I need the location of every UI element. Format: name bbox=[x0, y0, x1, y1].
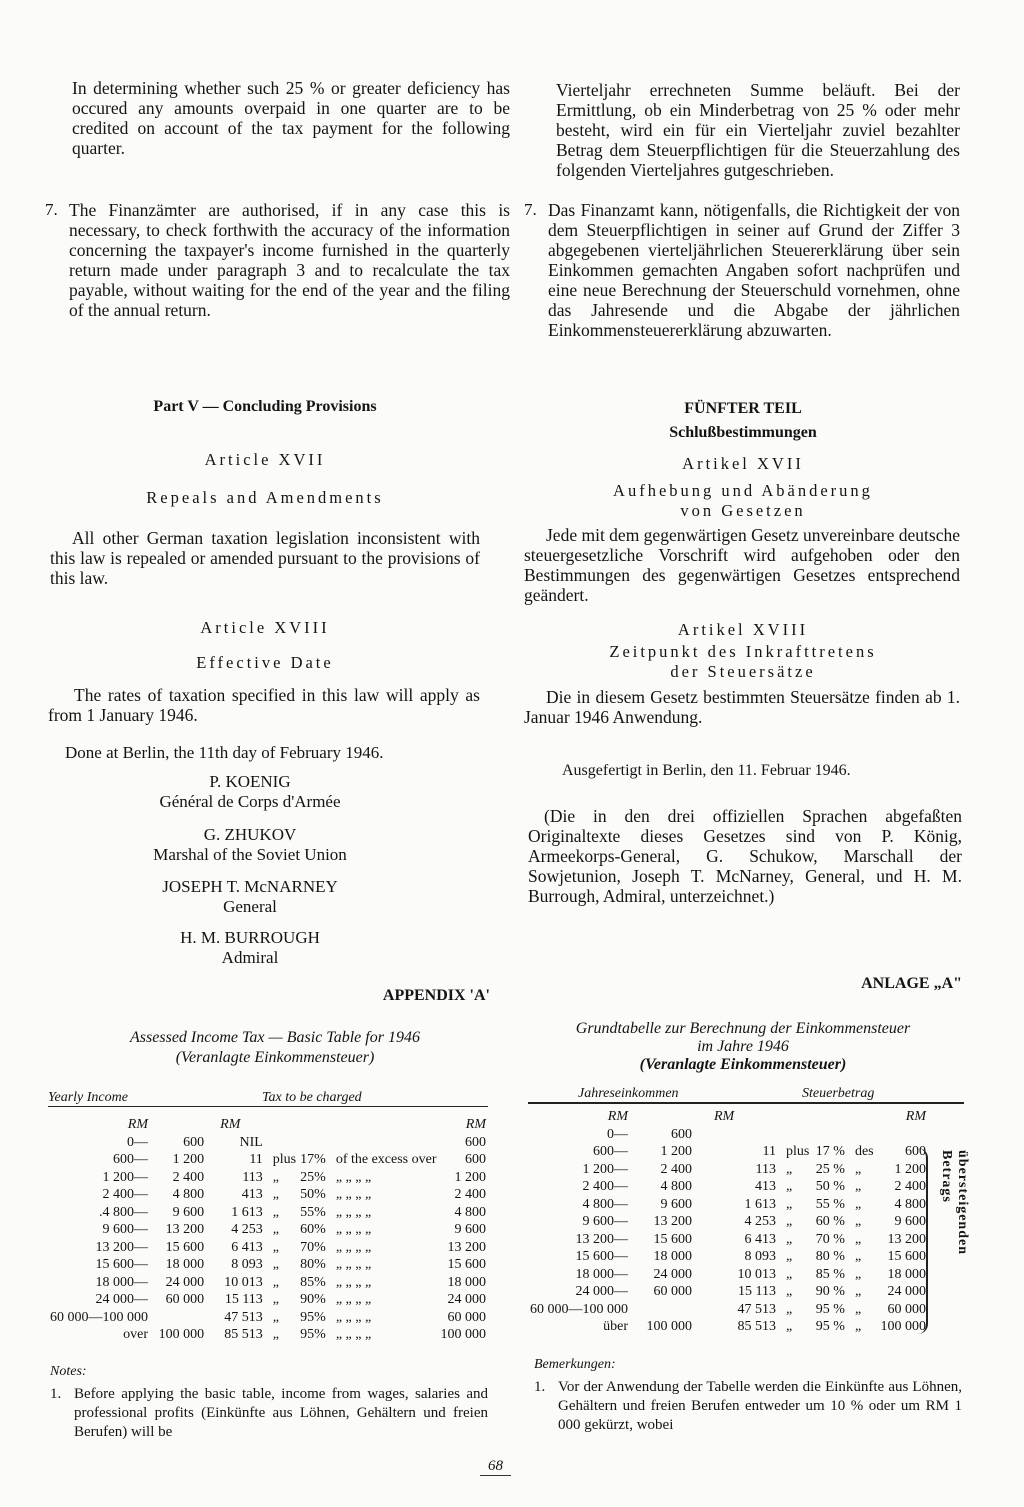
excess-over-cell: 24 000 bbox=[887, 1284, 926, 1299]
plus-cell: „ bbox=[786, 1301, 793, 1317]
income-from-cell: 0— bbox=[607, 1126, 628, 1142]
base-tax-cell: 11 bbox=[762, 1144, 776, 1159]
signatory-koenig bbox=[100, 772, 400, 812]
income-to-cell: 15 600 bbox=[165, 1239, 205, 1255]
part-v-title: Part V — Concluding Provisions bbox=[153, 398, 377, 415]
text-cell: „ „ „ „ bbox=[335, 1169, 372, 1185]
excess-over-cell: 60 000 bbox=[887, 1301, 926, 1317]
base-tax-cell: 8 093 bbox=[231, 1257, 263, 1272]
tax-table-body bbox=[528, 1126, 928, 1336]
income-from-cell: 4 800— bbox=[582, 1196, 628, 1212]
base-tax-cell bbox=[694, 1126, 778, 1144]
text-cell bbox=[328, 1134, 439, 1152]
income-to-cell: 9 600 bbox=[660, 1196, 692, 1212]
plus-cell: „ bbox=[786, 1161, 793, 1177]
base-tax-cell: 85 513 bbox=[737, 1319, 776, 1334]
plus-cell: „ bbox=[786, 1284, 793, 1299]
income-to-cell: 18 000 bbox=[165, 1257, 205, 1272]
signatory-name: P. KOENIG bbox=[209, 772, 291, 791]
income-from-cell: 18 000— bbox=[575, 1266, 628, 1282]
table-row bbox=[528, 1213, 928, 1231]
income-to-cell: 2 400 bbox=[660, 1161, 692, 1177]
table-row bbox=[48, 1151, 488, 1169]
text-cell: „ bbox=[854, 1214, 862, 1229]
income-to-cell bbox=[150, 1309, 206, 1327]
rate-cell: 70% bbox=[300, 1239, 326, 1255]
plus-cell: „ bbox=[786, 1266, 793, 1282]
signatory-title: General bbox=[223, 897, 277, 916]
item-number: 7. bbox=[524, 200, 537, 219]
base-tax-cell: 47 513 bbox=[737, 1301, 776, 1317]
base-tax-cell: 15 113 bbox=[738, 1284, 776, 1299]
signatory-burrough bbox=[100, 928, 400, 968]
table-row bbox=[528, 1248, 928, 1266]
item-number: 7. bbox=[45, 200, 58, 219]
rate-cell: 25 % bbox=[815, 1161, 845, 1177]
signatory-mcnarney bbox=[100, 877, 400, 917]
income-from-cell: 24 000— bbox=[575, 1284, 628, 1299]
income-to-cell: 15 600 bbox=[653, 1231, 692, 1247]
rate-cell bbox=[813, 1126, 847, 1144]
article-17-text: All other German taxation legislation inconsistent with this law is repealed or amended pursuant to the provisions of this law. bbox=[50, 528, 480, 588]
plus-cell: „ bbox=[272, 1204, 280, 1220]
note-text: Before applying the basic table, income from wages, salaries and professional profits (Einkünfte aus Löhnen, Gehältern und freien Berufen) will be bbox=[74, 1386, 488, 1440]
right-item-7 bbox=[524, 200, 960, 340]
income-from-cell: 2 400— bbox=[102, 1187, 148, 1202]
text-cell: „ bbox=[854, 1284, 862, 1299]
table-row bbox=[528, 1266, 928, 1284]
excess-over-cell: 15 600 bbox=[447, 1257, 486, 1272]
rate-cell: 60% bbox=[300, 1222, 326, 1237]
excess-over-cell: 24 000 bbox=[447, 1292, 486, 1307]
text-cell: „ bbox=[854, 1179, 862, 1194]
note-1 bbox=[50, 1385, 488, 1442]
table-row bbox=[48, 1186, 488, 1204]
base-tax-cell: 6 413 bbox=[744, 1231, 776, 1247]
table-row bbox=[48, 1291, 488, 1309]
income-to-cell: 1 200 bbox=[660, 1144, 692, 1159]
income-to-cell: 24 000 bbox=[165, 1274, 205, 1290]
excess-over-cell: 13 200 bbox=[447, 1239, 486, 1255]
excess-over-cell: 100 000 bbox=[880, 1319, 926, 1334]
table-title: Grundtabelle zur Berechnung der Einkommensteuer im Jahre 1946 (Veranlagte Einkommensteuer) bbox=[575, 1020, 911, 1073]
column-header-tax: Steuerbetrag bbox=[802, 1086, 875, 1101]
plus-cell: „ bbox=[272, 1239, 280, 1255]
left-para-6-continuation: In determining whether such 25 % or greater deficiency has occured any amounts overpaid in one quarter are to be credited on account of the tax payment for the following quarter. bbox=[72, 78, 510, 158]
base-tax-cell: 113 bbox=[242, 1169, 263, 1185]
rate-cell: 60 % bbox=[815, 1214, 845, 1229]
signatory-name: JOSEPH T. McNARNEY bbox=[162, 877, 338, 896]
income-from-cell: 13 200— bbox=[95, 1239, 148, 1255]
signatory-title: Admiral bbox=[221, 948, 279, 967]
table-row bbox=[48, 1221, 488, 1239]
income-from-cell: .4 800— bbox=[99, 1204, 148, 1220]
table-row bbox=[48, 1239, 488, 1257]
excess-over-cell: 600 bbox=[465, 1134, 486, 1150]
note-text: Vor der Anwendung der Tabelle werden die Einkünfte aus Löhnen, Gehältern und freien Berufen entweder um 10 % oder um RM 1 000 gekürzt, wobei bbox=[558, 1379, 962, 1433]
income-from-cell: 1 200— bbox=[582, 1161, 628, 1177]
rate-cell bbox=[298, 1134, 328, 1152]
income-from-cell: 15 600— bbox=[575, 1249, 628, 1264]
rate-cell: 95 % bbox=[815, 1319, 845, 1334]
tax-table-left bbox=[48, 1116, 488, 1344]
appendix-title: ANLAGE „A" bbox=[861, 975, 962, 992]
artikel-18-subtitle: Zeitpunkt des Inkrafttretens der Steuersätze bbox=[609, 642, 877, 681]
table-row bbox=[528, 1196, 928, 1214]
income-from-cell: 9 600— bbox=[582, 1214, 628, 1229]
rate-cell: 55 % bbox=[815, 1196, 845, 1212]
base-tax-cell: 113 bbox=[755, 1161, 776, 1177]
table-row bbox=[48, 1134, 488, 1152]
rate-cell: 55% bbox=[300, 1204, 326, 1220]
income-from-cell: 18 000— bbox=[95, 1274, 148, 1290]
plus-cell: „ bbox=[272, 1257, 280, 1272]
plus-cell: „ bbox=[272, 1187, 280, 1202]
base-tax-cell: 413 bbox=[241, 1187, 263, 1202]
income-to-cell: 100 000 bbox=[158, 1327, 205, 1342]
note-number: 1. bbox=[50, 1386, 62, 1402]
base-tax-cell: 85 513 bbox=[224, 1327, 263, 1342]
text-cell: „ „ „ „ bbox=[335, 1274, 372, 1290]
table-row bbox=[48, 1169, 488, 1187]
plus-cell: „ bbox=[272, 1274, 280, 1290]
artikel-17-title: Artikel XVII bbox=[682, 454, 804, 473]
text-cell: „ bbox=[854, 1249, 862, 1264]
notes-title: Bemerkungen: bbox=[534, 1357, 616, 1372]
income-to-cell: 18 000 bbox=[653, 1249, 692, 1264]
part-subtitle: Schlußbestimmungen bbox=[669, 424, 817, 441]
plus-cell: „ bbox=[786, 1249, 793, 1264]
plus-cell: „ bbox=[272, 1309, 280, 1325]
income-to-cell: 4 800 bbox=[660, 1179, 692, 1194]
income-from-cell: 24 000— bbox=[95, 1292, 148, 1307]
excess-over-cell: 18 000 bbox=[447, 1274, 486, 1290]
article-17-title: Article XVII bbox=[204, 450, 326, 469]
plus-cell: „ bbox=[272, 1292, 280, 1307]
item-text: The Finanzämter are authorised, if in any case this is necessary, to check forthwith the accuracy of the information concerning the taxpayer's income furnished in the quarterly return made under paragraph 3 and to recalculate the tax payable, without waiting for the end of the year and the filing of the annual return. bbox=[69, 200, 510, 320]
text-cell: „ bbox=[854, 1231, 862, 1247]
table-title: Assessed Income Tax — Basic Table for 1946 (Veranlagte Einkommensteuer) bbox=[130, 1029, 420, 1066]
plus-cell: „ bbox=[272, 1222, 280, 1237]
rate-cell: 95% bbox=[300, 1309, 326, 1325]
base-tax-cell: 15 113 bbox=[224, 1292, 263, 1307]
tax-table: RM RM RM 0— 600 600— 1 200 11 plus 17 % des 600 1 200— 2 400 113 „ 25 % „ 1 200 2 400— 4 800 413 „ 50 % „ 2 400 4 800— 9 600 1 613 „ 55 % „ 4 800 9 600— 13 200 4 253 „ 60 % „ 9 600 13 200— 15 600 6 413 „ 70 % „ 13 200 15 600— 18 000 8 093 „ 80 % „ 15 600 18 000— 24 000 10 013 „ 85 % „ 18 000 24 000— 60 000 15 113 „ 90 % „ 24 000 60 000—100 000 47 513 „ 95 % „ 60 000 über 100 000 85 513 „ 95 % „ 100 000 bbox=[530, 1109, 926, 1334]
excess-over-cell: 1 200 bbox=[454, 1169, 486, 1185]
page-number: 68 bbox=[480, 1458, 511, 1476]
income-to-cell: 1 200 bbox=[172, 1152, 205, 1167]
article-17-subtitle: Repeals and Amendments bbox=[146, 488, 384, 507]
excess-over-cell: 1 200 bbox=[894, 1161, 926, 1177]
rate-cell: 85 % bbox=[815, 1266, 845, 1282]
income-to-cell: 13 200 bbox=[165, 1222, 205, 1237]
signatory-name: G. ZHUKOV bbox=[203, 825, 297, 844]
rate-cell: 95% bbox=[300, 1327, 326, 1342]
text-cell: „ „ „ „ bbox=[335, 1239, 372, 1255]
table-row bbox=[528, 1231, 928, 1249]
artikel-17-text: Jede mit dem gegenwärtigen Gesetz unvereinbare deutsche steuergesetzliche Vorschrift wird aufgehoben oder den Bestimmungen des gegenwärtigen Gesetzes entsprechend geändert. bbox=[524, 525, 960, 605]
table-row bbox=[48, 1326, 488, 1344]
table-row bbox=[528, 1161, 928, 1179]
income-from-cell: 13 200— bbox=[575, 1231, 628, 1247]
appendix-title: APPENDIX 'A' bbox=[382, 987, 490, 1004]
excess-over-cell: 2 400 bbox=[454, 1187, 486, 1202]
notes-title: Notes: bbox=[50, 1364, 87, 1379]
excess-over-cell bbox=[877, 1126, 928, 1144]
income-from-cell: 60 000—100 000 bbox=[50, 1309, 148, 1325]
table-row bbox=[48, 1256, 488, 1274]
rate-cell: 17% bbox=[300, 1152, 326, 1167]
artikel-17-subtitle: Aufhebung und Abänderung von Gesetzen bbox=[613, 481, 873, 520]
income-to-cell: 24 000 bbox=[653, 1266, 692, 1282]
rate-cell: 70 % bbox=[815, 1231, 845, 1247]
plus-cell bbox=[778, 1126, 813, 1144]
excess-over-cell: 9 600 bbox=[454, 1222, 486, 1237]
base-tax-cell: 8 093 bbox=[744, 1249, 776, 1264]
table-row bbox=[528, 1301, 928, 1319]
note-1 bbox=[534, 1378, 962, 1435]
income-to-cell: 2 400 bbox=[172, 1169, 205, 1185]
income-to-cell: 60 000 bbox=[653, 1284, 692, 1299]
rate-cell: 95 % bbox=[815, 1301, 845, 1317]
income-from-cell: 15 600— bbox=[95, 1257, 148, 1272]
income-to-cell: 600 bbox=[183, 1134, 205, 1150]
item-text: Das Finanzamt kann, nötigenfalls, die Richtigkeit der von dem Steuerpflichtigen in seiner auf Grund der Ziffer 3 abgegebenen vierteljährlichen Steuererklärung über sein Einkommen gemachten Angaben sofort nachprüfen und eine neue Berechnung der Steuerschuld vornehmen, ohne das Jahresende und die Abgabe der jährlichen Einkommensteuererklärung abzuwarten. bbox=[548, 200, 960, 340]
base-tax-cell: 47 513 bbox=[224, 1309, 263, 1325]
income-to-cell: 13 200 bbox=[653, 1214, 692, 1229]
part-title: FÜNFTER TEIL bbox=[684, 400, 802, 417]
plus-cell: „ bbox=[272, 1327, 280, 1342]
income-to-cell: 4 800 bbox=[172, 1187, 205, 1202]
income-from-cell: 0— bbox=[127, 1134, 148, 1150]
table-brace bbox=[918, 1148, 928, 1334]
base-tax-cell: 4 253 bbox=[744, 1214, 776, 1229]
excess-over-cell: 18 000 bbox=[887, 1266, 926, 1282]
text-cell: „ „ „ „ bbox=[335, 1257, 372, 1272]
excess-over-cell: 4 800 bbox=[454, 1204, 486, 1220]
table-row bbox=[48, 1204, 488, 1222]
rate-cell: 80% bbox=[300, 1257, 326, 1272]
table-row bbox=[48, 1309, 488, 1327]
income-from-cell: 60 000—100 000 bbox=[530, 1301, 628, 1317]
text-cell: „ „ „ „ bbox=[335, 1327, 372, 1342]
base-tax-cell: 10 013 bbox=[737, 1266, 776, 1282]
column-header-tax: Tax to be charged bbox=[262, 1090, 362, 1105]
text-cell bbox=[847, 1126, 877, 1144]
plus-cell bbox=[265, 1134, 298, 1152]
text-cell: „ bbox=[854, 1301, 862, 1317]
artikel-18-title: Artikel XVIII bbox=[677, 620, 809, 639]
text-cell: of the excess over bbox=[335, 1152, 437, 1167]
income-to-cell bbox=[630, 1301, 694, 1319]
note-number: 1. bbox=[534, 1379, 546, 1395]
signatory-zhukov bbox=[100, 825, 400, 865]
plus-cell: „ bbox=[786, 1231, 793, 1247]
rate-cell: 90% bbox=[300, 1292, 326, 1307]
side-label: übersteigenden Betrags bbox=[939, 1150, 970, 1255]
table-row bbox=[528, 1283, 928, 1301]
plus-cell: plus bbox=[786, 1144, 810, 1159]
plus-cell: „ bbox=[786, 1196, 793, 1212]
base-tax-cell: 1 613 bbox=[744, 1196, 776, 1212]
excess-over-cell: 4 800 bbox=[894, 1196, 926, 1212]
signatory-title: Marshal of the Soviet Union bbox=[153, 845, 347, 864]
text-cell: „ bbox=[854, 1196, 862, 1212]
excess-over-cell: 13 200 bbox=[887, 1231, 926, 1247]
text-cell: „ bbox=[854, 1266, 862, 1282]
excess-over-cell: 600 bbox=[905, 1144, 926, 1159]
official-languages-note: (Die in den drei offiziellen Sprachen abgefaßten Originaltexte dieses Gesetzes sind von P. König, Armeekorps-General, G. Schukow, Marschall der Sowjetunion, Joseph T. McNarney, General, und H. M. Burrough, Admiral, unterzeichnet.) bbox=[528, 806, 962, 906]
rate-cell: 90 % bbox=[815, 1284, 845, 1299]
article-18-text: The rates of taxation specified in this law will apply as from 1 January 1946. bbox=[48, 685, 480, 725]
excess-over-cell: 9 600 bbox=[894, 1214, 926, 1229]
rate-cell: 50% bbox=[300, 1187, 326, 1202]
income-from-cell: 1 200— bbox=[102, 1169, 148, 1185]
excess-over-cell: 15 600 bbox=[887, 1249, 926, 1264]
base-tax-cell: NIL bbox=[239, 1134, 263, 1150]
rate-cell: 50 % bbox=[815, 1179, 845, 1194]
base-tax-cell: 10 013 bbox=[224, 1274, 263, 1290]
done-at-line: Done at Berlin, the 11th day of February 1946. bbox=[65, 743, 384, 762]
income-to-cell: 60 000 bbox=[165, 1292, 205, 1307]
income-from-cell: 600— bbox=[593, 1144, 628, 1159]
rate-cell: 17 % bbox=[815, 1144, 845, 1159]
table-row bbox=[528, 1126, 928, 1144]
income-from-cell: 2 400— bbox=[582, 1179, 628, 1194]
income-to-cell: 100 000 bbox=[646, 1319, 692, 1334]
text-cell: „ „ „ „ bbox=[335, 1222, 372, 1237]
excess-over-cell: 600 bbox=[465, 1152, 486, 1167]
signatory-title: Général de Corps d'Armée bbox=[159, 792, 341, 811]
rate-cell: 25% bbox=[300, 1169, 326, 1185]
text-cell: des bbox=[854, 1144, 874, 1159]
text-cell: „ „ „ „ bbox=[335, 1204, 372, 1220]
income-to-cell: 9 600 bbox=[172, 1204, 205, 1220]
rate-cell: 80 % bbox=[815, 1249, 845, 1264]
plus-cell: „ bbox=[786, 1319, 793, 1334]
table-row bbox=[528, 1318, 928, 1336]
income-from-cell: 9 600— bbox=[102, 1222, 148, 1237]
income-from-cell: 600— bbox=[113, 1152, 148, 1167]
text-cell: „ bbox=[854, 1319, 862, 1334]
plus-cell: plus bbox=[272, 1152, 297, 1167]
excess-over-cell: 100 000 bbox=[440, 1327, 486, 1342]
column-header-income: Yearly Income bbox=[48, 1090, 128, 1105]
plus-cell: „ bbox=[272, 1169, 280, 1185]
excess-over-cell: 2 400 bbox=[894, 1179, 926, 1194]
tax-table-right bbox=[528, 1108, 928, 1336]
text-cell: „ „ „ „ bbox=[335, 1309, 372, 1325]
column-header-income: Jahreseinkommen bbox=[578, 1086, 679, 1101]
rate-cell: 85% bbox=[300, 1274, 326, 1290]
tax-table-body bbox=[48, 1134, 488, 1344]
table-row bbox=[528, 1178, 928, 1196]
left-item-7 bbox=[45, 200, 510, 320]
base-tax-cell: 11 bbox=[249, 1152, 263, 1167]
excess-over-cell: 60 000 bbox=[447, 1309, 486, 1325]
text-cell: „ „ „ „ bbox=[335, 1187, 372, 1202]
text-cell: „ „ „ „ bbox=[335, 1292, 372, 1307]
table-header bbox=[48, 1088, 488, 1107]
artikel-18-text: Die in diesem Gesetz bestimmten Steuersätze finden ab 1. Januar 1946 Anwendung. bbox=[524, 687, 960, 727]
base-tax-cell: 413 bbox=[755, 1179, 776, 1194]
income-from-cell: over bbox=[123, 1327, 148, 1342]
income-to-cell: 600 bbox=[671, 1126, 692, 1142]
text-cell: „ bbox=[854, 1161, 862, 1177]
table-row bbox=[48, 1274, 488, 1292]
plus-cell: „ bbox=[786, 1179, 793, 1194]
article-18-title: Article XVIII bbox=[200, 618, 330, 637]
signatory-name: H. M. BURROUGH bbox=[180, 928, 320, 947]
right-para-6-continuation: Vierteljahr errechneten Summe beläuft. Bei der Ermittlung, ob ein Minderbetrag von 25 % oder mehr besteht, wird ein für ein Vierteljahr zuviel bezahlter Betrag dem Steuerpflichtigen für die Steuerzahlung des folgenden Vierteljahres gutgeschrieben. bbox=[556, 80, 960, 180]
income-from-cell: über bbox=[603, 1319, 628, 1334]
table-header bbox=[528, 1084, 964, 1104]
base-tax-cell: 6 413 bbox=[231, 1239, 263, 1255]
base-tax-cell: 4 253 bbox=[231, 1222, 263, 1237]
tax-table: RM RM RM 0— 600 NIL 600 600— 1 200 11 plus 17% of the excess over 600 1 200— 2 400 113 „ 25% „ „ „ „ 1 200 2 400— 4 800 413 „ 50% „ „ „ „ 2 400 .4 800— 9 600 1 613 „ 55% „ „ „ „ 4 800 9 600— 13 200 4 253 „ 60% „ „ „ „ 9 600 13 200— 15 600 6 413 „ 70% „ „ „ „ 13 200 15 600— 18 000 8 093 „ 80% „ „ „ „ 15 600 18 000— 24 000 10 013 „ 85% „ „ „ „ 18 000 24 000— 60 000 15 113 „ 90% „ „ „ „ 24 000 60 000—100 000 47 513 „ 95% „ „ „ „ 60 000 over 100 000 85 513 „ 95% „ „ „ „ 100 000 bbox=[50, 1117, 486, 1342]
done-at-line: Ausgefertigt in Berlin, den 11. Februar 1946. bbox=[562, 762, 851, 779]
article-18-subtitle: Effective Date bbox=[196, 653, 334, 672]
table-row bbox=[528, 1143, 928, 1161]
plus-cell: „ bbox=[786, 1214, 793, 1229]
base-tax-cell: 1 613 bbox=[231, 1204, 263, 1220]
